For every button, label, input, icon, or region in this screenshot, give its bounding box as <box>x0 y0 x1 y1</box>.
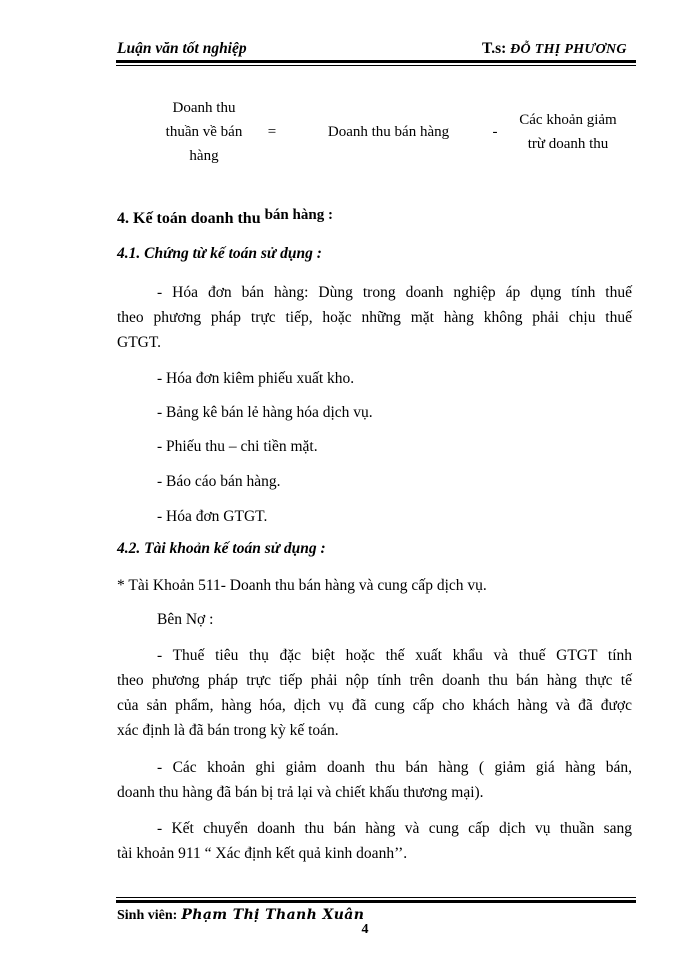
paragraph-line: - Hóa đơn bán hàng: Dùng trong doanh nghiệp áp dụng tính thuế <box>157 284 632 301</box>
header-supervisor-prefix: T.s: <box>482 40 507 57</box>
paragraph-line: tài khoản 911 “ Xác định kết quả kinh doanh’’. <box>117 845 408 862</box>
list-item: - Hóa đơn GTGT. <box>157 508 268 525</box>
footer-student-label: Sinh viên: <box>117 908 178 923</box>
section-4-heading <box>117 207 333 228</box>
page-number: 4 <box>361 922 369 937</box>
footer-student-name: Phạm Thị Thanh Xuân <box>181 907 365 923</box>
paragraph-line: - Các khoản ghi giảm doanh thu bán hàng ( giảm giá hàng bán, <box>157 759 632 776</box>
paragraph-line: xác định là đã bán trong kỳ kế toán. <box>117 722 339 739</box>
section-4-heading-main: 4. Kế toán doanh thu <box>117 210 261 227</box>
formula-equals: = <box>267 124 277 140</box>
paragraph-line: GTGT. <box>117 334 162 351</box>
formula-net-revenue <box>140 96 268 168</box>
section-4-heading-raised: bán hàng : <box>264 207 333 223</box>
list-item: - Báo cáo bán hàng. <box>157 473 281 490</box>
paragraph-line: - Kết chuyển doanh thu bán hàng và cung cấp dịch vụ thuần sang <box>157 820 632 837</box>
section-4-1-heading: 4.1. Chứng từ kế toán sử dụng : <box>117 245 322 262</box>
account-511: * Tài Khoản 511- Doanh thu bán hàng và cung cấp dịch vụ. <box>117 577 487 594</box>
header-supervisor-name: ĐỖ THỊ PHƯƠNG <box>510 42 627 57</box>
header-supervisor <box>482 40 627 58</box>
list-item: - Bảng kê bán lẻ hàng hóa dịch vụ. <box>157 404 373 421</box>
paragraph-line: theo phương pháp trực tiếp phải nộp tính trên doanh thu bán hàng thực tế <box>117 672 632 689</box>
formula-right-line: trừ doanh thu <box>527 136 609 152</box>
formula-sales-revenue: Doanh thu bán hàng <box>327 124 450 140</box>
footer-rule-thin <box>116 897 636 898</box>
debit-label: Bên Nợ : <box>157 611 214 628</box>
list-item: - Hóa đơn kiêm phiếu xuất kho. <box>157 370 355 387</box>
header-rule-thick <box>116 60 636 63</box>
formula-right-line: Các khoản giảm <box>519 112 617 128</box>
footer-student <box>117 906 364 924</box>
formula-minus: - <box>492 124 498 140</box>
header-rule-thin <box>116 65 636 66</box>
formula-left-line: hàng <box>189 148 219 164</box>
formula-deductions <box>503 108 633 156</box>
header-thesis-title: Luận văn tốt nghiệp <box>117 40 247 57</box>
paragraph-line: - Thuế tiêu thụ đặc biệt hoặc thế xuất khẩu và thuế GTGT tính <box>157 647 632 664</box>
paragraph-line: theo phương pháp trực tiếp, hoặc những mặt hàng không phải chịu thuế <box>117 309 632 326</box>
formula-left-line: thuần về bán <box>165 124 243 140</box>
footer-rule-thick <box>116 900 636 903</box>
formula-left-line: Doanh thu <box>172 100 236 116</box>
paragraph-line: của sản phẩm, hàng hóa, dịch vụ đã cung cấp cho khách hàng và đã được <box>117 697 632 714</box>
paragraph-line: doanh thu hàng đã bán bị trả lại và chiết khấu thương mại). <box>117 784 484 801</box>
list-item: - Phiếu thu – chi tiền mặt. <box>157 438 318 455</box>
section-4-2-heading: 4.2. Tài khoản kế toán sử dụng : <box>117 540 326 557</box>
